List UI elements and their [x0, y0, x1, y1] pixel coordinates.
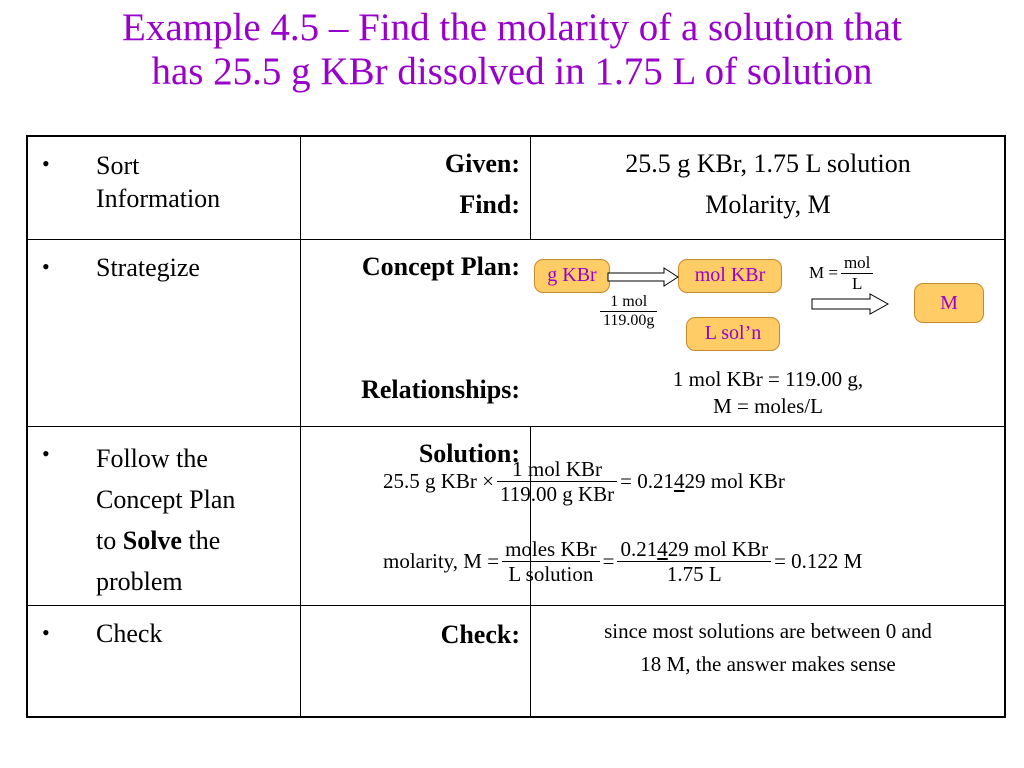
step-text: problem	[96, 567, 183, 596]
molarity-numerator: mol	[841, 253, 873, 274]
bullet: •	[42, 151, 50, 176]
check-text	[532, 615, 1004, 681]
equation-moles	[380, 457, 788, 506]
eq2-numerator-1: moles KBr	[502, 537, 600, 562]
row-divider	[28, 426, 1004, 427]
solution-table	[26, 135, 1006, 718]
molarity-formula	[806, 253, 873, 293]
given-value: 25.5 g KBr, 1.75 L solution	[625, 149, 911, 178]
bullet: •	[42, 441, 50, 466]
check-line: 18 M, the answer makes sense	[640, 652, 896, 676]
concept-box-m: M	[914, 283, 984, 323]
relationships-text	[532, 366, 1004, 420]
eq2-denominator-2: 1.75 L	[666, 562, 722, 587]
title-line-2: has 25.5 g KBr dissolved in 1.75 L of solution	[151, 50, 873, 93]
given-label: Given:	[444, 149, 520, 178]
arrow-right-icon	[810, 293, 892, 315]
molarity-prefix: M =	[809, 263, 838, 283]
column-divider	[530, 605, 531, 716]
step-solve	[96, 438, 235, 602]
eq1-denominator: 119.00 g KBr	[500, 482, 615, 507]
concept-plan-label: Concept Plan:	[361, 252, 520, 281]
bullet: •	[42, 620, 50, 645]
eq1-result: = 0.21429 mol KBr	[620, 469, 785, 494]
eq2-left: molarity, M =	[383, 549, 500, 574]
conversion-denominator: 119.00g	[603, 312, 655, 330]
step-sort-information	[96, 149, 220, 215]
check-line: since most solutions are between 0 and	[604, 619, 932, 643]
find-label: Find:	[459, 190, 520, 219]
conversion-numerator: 1 mol	[600, 293, 657, 312]
step-strategize: Strategize	[96, 253, 200, 282]
check-label: Check:	[440, 620, 520, 649]
arrow-right-icon	[606, 267, 686, 287]
step-text: Concept Plan	[96, 485, 236, 514]
step-text: to Solve the	[96, 526, 221, 555]
concept-box-mol-kbr: mol KBr	[678, 259, 782, 293]
step-text: Information	[96, 184, 221, 213]
step-text: Sort	[96, 151, 140, 180]
find-value: Molarity, M	[705, 190, 831, 219]
step-check: Check	[96, 619, 163, 648]
relationship-line: 1 mol KBr = 119.00 g,	[672, 367, 864, 391]
row-divider	[28, 239, 1004, 240]
step-text: Follow the	[96, 444, 208, 473]
column-divider	[530, 137, 531, 239]
molarity-denominator: L	[851, 273, 863, 293]
relationship-line: M = moles/L	[713, 394, 823, 418]
eq1-numerator: 1 mol KBr	[497, 457, 617, 482]
solve-emphasis: Solve	[122, 526, 182, 555]
relationships-label: Relationships:	[361, 375, 520, 404]
eq2-equals: =	[602, 549, 615, 574]
bullet: •	[42, 254, 50, 279]
row-divider	[28, 605, 1004, 606]
eq1-left: 25.5 g KBr ×	[383, 469, 495, 494]
eq2-denominator-1: L solution	[508, 562, 594, 587]
conversion-factor	[600, 293, 657, 331]
concept-box-g-kbr: g KBr	[534, 259, 610, 293]
concept-box-l-soln: L sol’n	[686, 317, 780, 351]
eq2-numerator-2: 0.21429 mol KBr	[617, 537, 771, 562]
column-divider	[300, 137, 301, 716]
equation-molarity	[380, 537, 865, 586]
eq2-result: = 0.122 M	[774, 549, 863, 574]
solution-label: Solution:	[418, 439, 520, 468]
title-line-1: Example 4.5 – Find the molarity of a solution that	[122, 6, 902, 49]
slide-title	[0, 6, 1024, 94]
